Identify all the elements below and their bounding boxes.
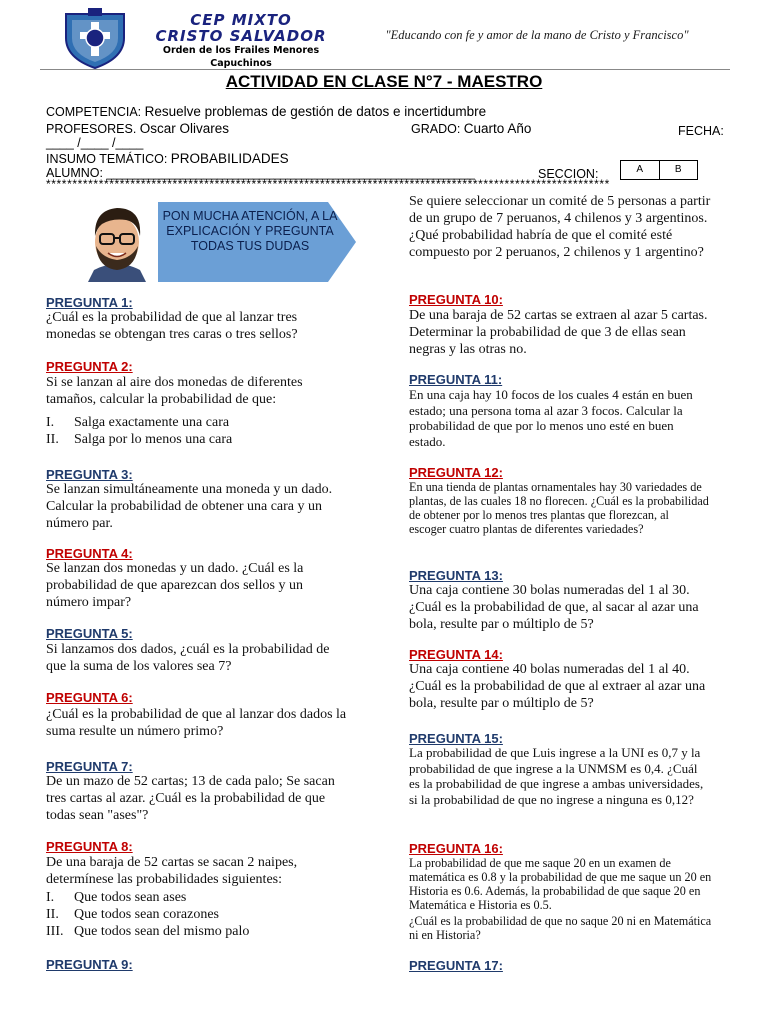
profesores-label: PROFESORES. bbox=[46, 122, 137, 136]
question-17-label: PREGUNTA 17: bbox=[409, 958, 503, 973]
profesores-value: Oscar Olivares bbox=[139, 121, 230, 136]
alumno-label: ALUMNO: bbox=[46, 166, 103, 180]
teacher-avatar bbox=[82, 200, 152, 282]
alumno-field[interactable]: _____________________________________________________ bbox=[106, 166, 475, 180]
header-divider bbox=[40, 69, 730, 70]
fecha-field[interactable]: ____ /____ /____ bbox=[46, 136, 144, 150]
question-8-text: De una baraja de 52 cartas se sacan 2 naipes, determínese las probabilidades siguientes: bbox=[46, 855, 298, 887]
question-1-text: ¿Cuál es la probabilidad de que al lanzar tres monedas se obtengan tres caras o tres sellos? bbox=[46, 310, 298, 342]
grado-row bbox=[411, 121, 531, 137]
grado-value: Cuarto Año bbox=[463, 121, 532, 136]
question-2-item: II. Salga por lo menos una cara bbox=[46, 432, 233, 447]
question-15-label: PREGUNTA 15: bbox=[409, 731, 503, 746]
question-11-label: PREGUNTA 11: bbox=[409, 372, 503, 387]
intro-question-text: Se quiere seleccionar un comité de 5 personas a partir de un grupo de 7 peruanos, 4 chilenos y 3 argentinos. ¿Qué probabilidad habría de que el comité esté compuesto por 2 peruanos, 2 chilenos y 1 argentino? bbox=[409, 194, 711, 260]
insumo-label: INSUMO TEMÁTICO: bbox=[46, 152, 168, 166]
insumo-value: PROBABILIDADES bbox=[170, 151, 289, 166]
question-4-text: Se lanzan dos monedas y un dado. ¿Cuál es la probabilidad de que aparezcan dos sellos y un número impar? bbox=[46, 561, 304, 610]
question-7-text: De un mazo de 52 cartas; 13 de cada palo; Se sacan tres cartas al azar. ¿Cuál es la probabilidad de que todas sean "ases"? bbox=[46, 774, 335, 823]
question-2-label: PREGUNTA 2: bbox=[46, 359, 133, 374]
question-6-text: ¿Cuál es la probabilidad de que al lanzar dos dados la suma resulte un número primo? bbox=[46, 707, 347, 739]
school-name bbox=[146, 12, 336, 70]
competencia-label: COMPETENCIA: bbox=[46, 105, 142, 119]
question-2-items bbox=[46, 414, 346, 448]
school-order: Orden de los Frailes Menores Capuchinos bbox=[162, 45, 320, 69]
question-7-label: PREGUNTA 7: bbox=[46, 759, 133, 774]
question-9-label: PREGUNTA 9: bbox=[46, 957, 133, 972]
attention-banner-text: PON MUCHA ATENCIÓN, A LA EXPLICACIÓN Y PREGUNTA TODAS TUS DUDAS bbox=[162, 209, 338, 253]
question-5-label: PREGUNTA 5: bbox=[46, 626, 133, 641]
question-1-label: PREGUNTA 1: bbox=[46, 295, 133, 310]
document-title-text: ACTIVIDAD EN CLASE N°7 - MAESTRO bbox=[225, 72, 543, 91]
question-2-text: Si se lanzan al aire dos monedas de diferentes tamaños, calcular la probabilidad de que: bbox=[46, 375, 303, 407]
seccion-label: SECCION: bbox=[538, 167, 599, 181]
question-5-text: Si lanzamos dos dados, ¿cuál es la probabilidad de que la suma de los valores sea 7? bbox=[46, 642, 330, 674]
separator-stars: *********************************************************************************************************** bbox=[46, 178, 610, 190]
question-10-text: De una baraja de 52 cartas se extraen al azar 5 cartas. Determinar la probabilidad de que 3 de ellas sean negras y las otras no. bbox=[409, 308, 708, 357]
question-8-item: II. Que todos sean corazones bbox=[46, 907, 220, 922]
insumo-row bbox=[46, 151, 289, 167]
question-2-item: I. Salga exactamente una cara bbox=[46, 415, 230, 430]
question-16-text-2: ¿Cuál es la probabilidad de que no saque 20 ni en Matemática ni en Historia? bbox=[409, 914, 712, 942]
question-16-text: La probabilidad de que me saque 20 en un examen de matemática es 0.8 y la probabilidad de que me saque un 20 en Historia es 0.6. Además, la probabilidad de que saque 20 en Matemática e Historia es 0.5. bbox=[409, 856, 712, 912]
question-11-text: En una caja hay 10 focos de los cuales 4 están en buen estado; una persona toma al azar 3 focos. Calcular la probabilidad de que por lo menos uno esté en buen estado. bbox=[409, 387, 693, 449]
question-8-item: III. Que todos sean del mismo palo bbox=[46, 924, 250, 939]
question-12-text: En una tienda de plantas ornamentales hay 30 variedades de plantas, de las cuales 18 no florecen. ¿Cuál es la probabilidad de obtener por lo menos tres plantas que florezcan, al escoger cuatro plantas de diferentes variedades? bbox=[409, 480, 709, 536]
school-motto: "Educando con fe y amor de la mano de Cristo y Francisco" bbox=[385, 28, 689, 42]
seccion-options bbox=[620, 160, 698, 180]
seccion-option-a[interactable]: A bbox=[636, 164, 644, 175]
school-name-line2: CRISTO SALVADOR bbox=[155, 27, 327, 45]
question-4-label: PREGUNTA 4: bbox=[46, 546, 133, 561]
school-name-line1: CEP MIXTO bbox=[190, 11, 292, 29]
school-crest bbox=[60, 8, 130, 70]
question-12-label: PREGUNTA 12: bbox=[409, 465, 503, 480]
question-13-label: PREGUNTA 13: bbox=[409, 568, 503, 583]
question-6-label: PREGUNTA 6: bbox=[46, 690, 133, 705]
question-8-label: PREGUNTA 8: bbox=[46, 839, 133, 854]
question-8-items bbox=[46, 889, 346, 940]
question-3-label: PREGUNTA 3: bbox=[46, 467, 133, 482]
competencia-row bbox=[46, 104, 736, 120]
document-title bbox=[0, 72, 768, 92]
question-13-text: Una caja contiene 30 bolas numeradas del 1 al 30. ¿Cuál es la probabilidad de que, al sacar al azar una bola, resulte par o múltiplo de 5? bbox=[409, 583, 699, 632]
competencia-value: Resuelve problemas de gestión de datos e incertidumbre bbox=[144, 104, 487, 119]
question-8-item: I. Que todos sean ases bbox=[46, 890, 187, 905]
profesores-row bbox=[46, 121, 229, 137]
question-16-label: PREGUNTA 16: bbox=[409, 841, 503, 856]
grado-label: GRADO: bbox=[411, 122, 461, 136]
question-15-text: La probabilidad de que Luis ingrese a la UNI es 0,7 y la probabilidad de que ingrese a la UNMSM es 0,4. ¿Cuál es la probabilidad de que ingrese a ambas universidades, si la probabilidad de que no ingrese a ninguna es 0,12? bbox=[409, 745, 704, 807]
question-14-text: Una caja contiene 40 bolas numeradas del 1 al 40. ¿Cuál es la probabilidad de que al extraer al azar una bola, resulte par o múltiplo de 5? bbox=[409, 662, 706, 711]
question-3-text: Se lanzan simultáneamente una moneda y un dado. Calcular la probabilidad de obtener una cara y un número par. bbox=[46, 482, 333, 531]
seccion-option-b[interactable]: B bbox=[659, 161, 698, 179]
question-14-label: PREGUNTA 14: bbox=[409, 647, 503, 662]
question-10-label: PREGUNTA 10: bbox=[409, 292, 503, 307]
fecha-label: FECHA: bbox=[678, 124, 724, 138]
